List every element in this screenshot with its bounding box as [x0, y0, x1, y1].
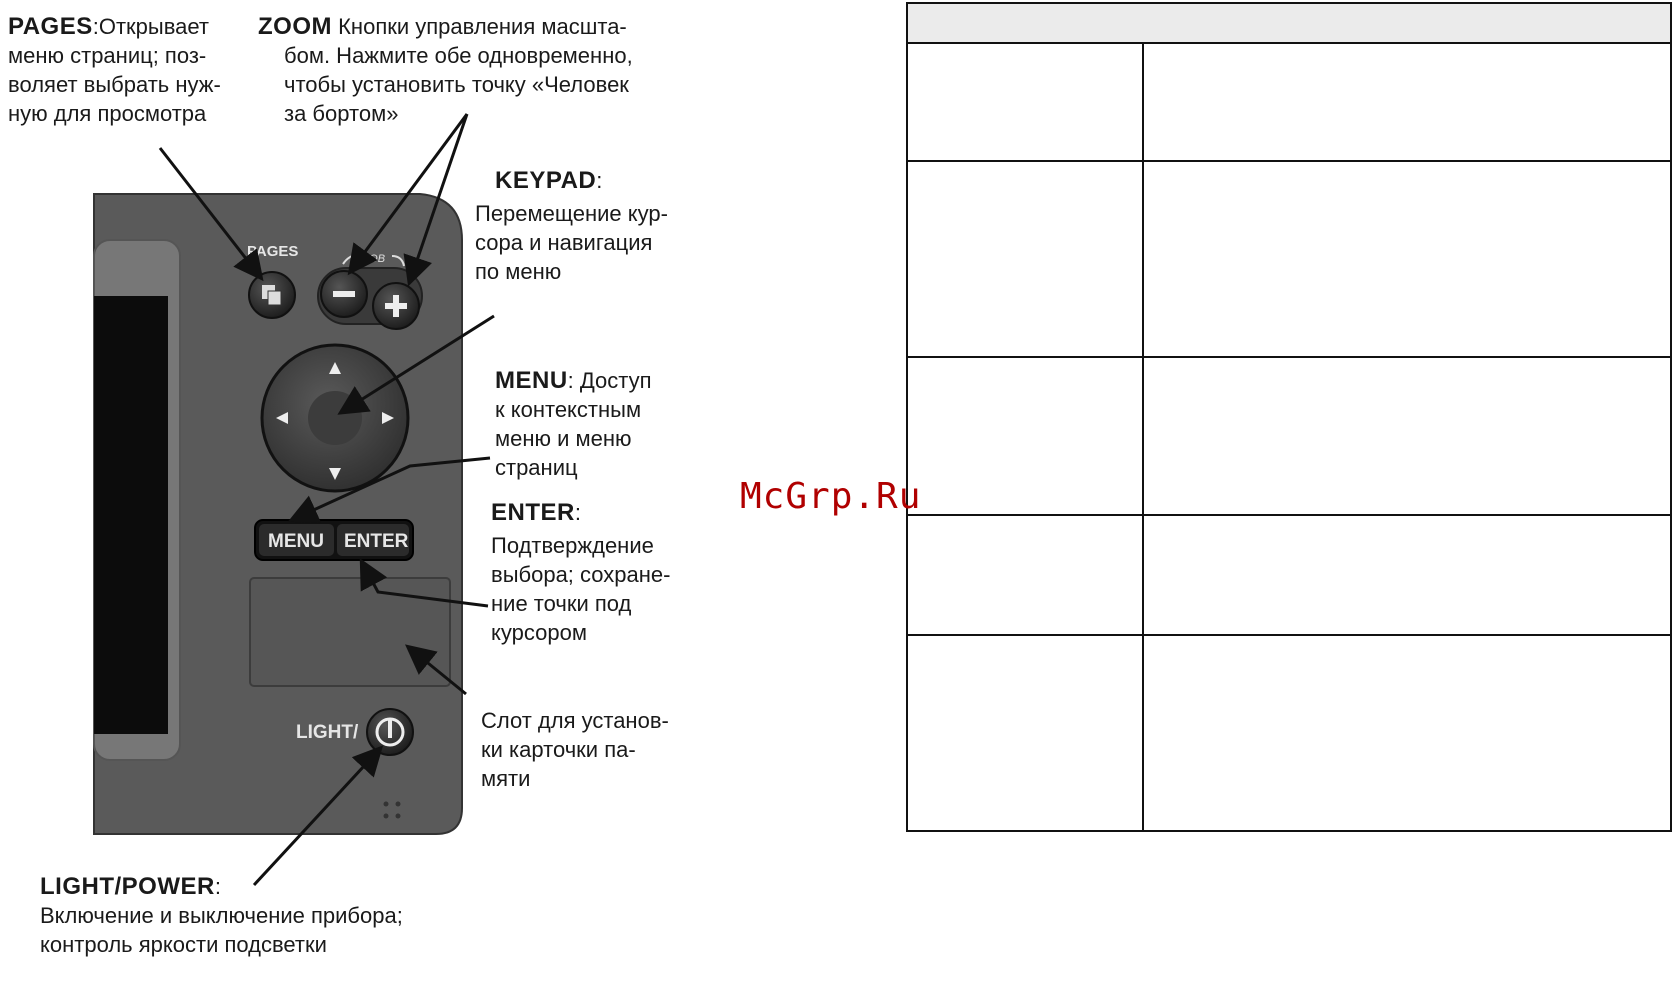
light-annotation: LIGHT/POWER: Включение и выключение прибора; контроль яркости подсветки: [40, 873, 403, 957]
zoom-key: ZOOM: [258, 13, 332, 40]
zoom-out-button[interactable]: [321, 271, 367, 317]
keypad-annotation: KEYPAD: Перемещение кур- сора и навигация по меню: [475, 167, 668, 284]
table-cell: [1143, 515, 1671, 635]
enter-key: ENTER: [491, 499, 575, 526]
table-cell: [1143, 635, 1671, 831]
table-cell: [1143, 357, 1671, 515]
svg-text:ENTER: ENTER: [344, 531, 409, 552]
screen: [94, 296, 168, 734]
zoom-annotation: ZOOM Кнопки управления масшта- бом. Нажмите обе одновременно, чтобы установить точку «Человек за бортом»: [258, 13, 633, 126]
mob-label: MOB: [360, 253, 386, 265]
menu-annotation: MENU: Доступ к контекстным меню и меню страниц: [495, 367, 652, 480]
slot-annotation: Слот для установ- ки карточки па- мяти: [481, 708, 669, 791]
pages-button-label: PAGES: [247, 243, 299, 260]
minus-icon: [333, 291, 355, 297]
light-label: LIGHT/: [296, 722, 359, 743]
table-cell: [907, 43, 1143, 161]
svg-text:MENU: MENU: [268, 531, 324, 552]
zoom-in-button[interactable]: [373, 283, 419, 329]
menu-key: MENU: [495, 367, 568, 394]
menu-button[interactable]: [259, 524, 334, 556]
speaker-dot: [384, 802, 389, 807]
description-table: [906, 2, 1672, 833]
table-cell: [907, 515, 1143, 635]
table-cell: [907, 161, 1143, 357]
device-illustration: [0, 0, 720, 988]
card-slot: [250, 578, 450, 686]
pages-key: PAGES: [8, 13, 93, 40]
pages-button[interactable]: [249, 272, 295, 318]
enter-button[interactable]: [337, 524, 409, 556]
power-button[interactable]: [367, 709, 413, 755]
table-cell: [1143, 43, 1671, 161]
table-header: [907, 3, 1671, 43]
keypad[interactable]: [262, 345, 408, 491]
table-cell: [1143, 161, 1671, 357]
watermark: McGrp.Ru: [740, 476, 922, 517]
table-cell: [907, 635, 1143, 831]
table-cell: [907, 357, 1143, 515]
enter-annotation: ENTER: Подтверждение выбора; сохране- ние точки под курсором: [491, 499, 671, 645]
keypad-center: [308, 391, 362, 445]
pages-annotation: PAGES:Открывает меню страниц; поз- воляет выбрать нуж- ную для просмотра: [8, 13, 221, 126]
light-key: LIGHT/POWER: [40, 873, 215, 900]
keypad-key: KEYPAD: [495, 167, 597, 194]
